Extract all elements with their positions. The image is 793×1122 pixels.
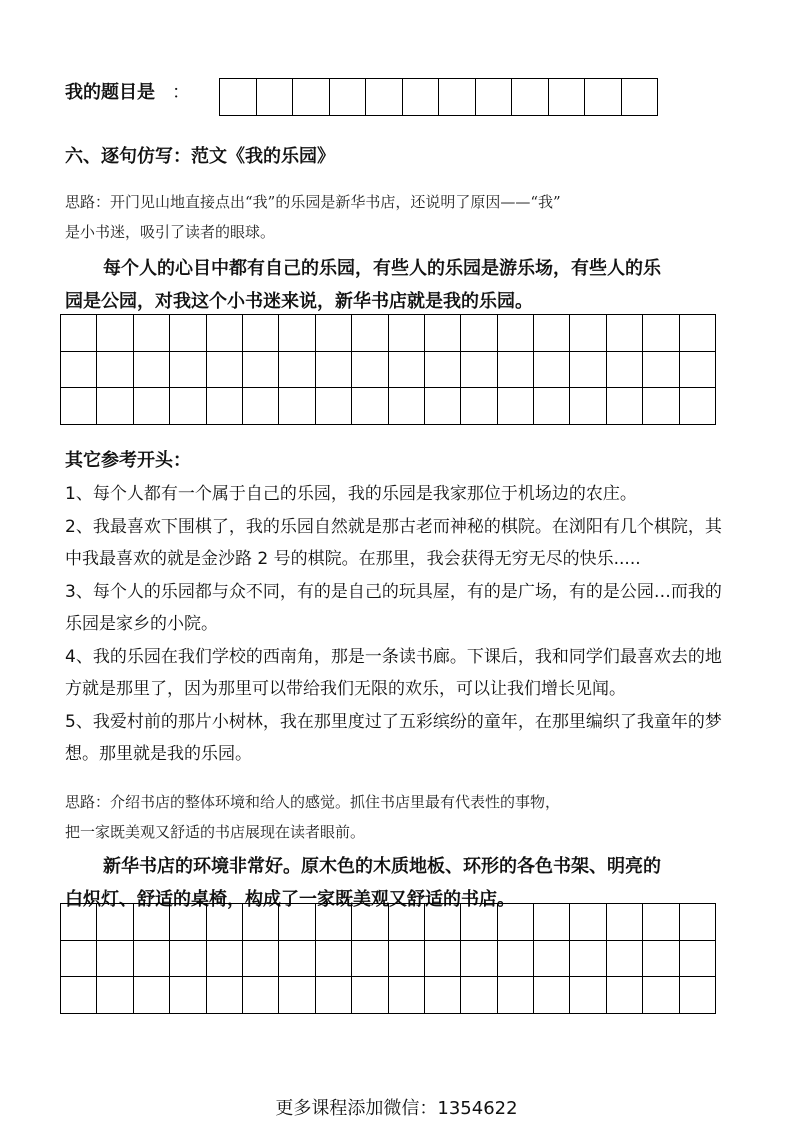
grid-cell[interactable] xyxy=(570,941,606,978)
grid-cell[interactable] xyxy=(316,388,352,425)
grid-cell[interactable] xyxy=(680,941,716,978)
grid-cell[interactable] xyxy=(170,941,206,978)
title-box[interactable] xyxy=(257,79,294,116)
grid-cell[interactable] xyxy=(61,352,97,389)
grid-cell[interactable] xyxy=(207,352,243,389)
grid-cell[interactable] xyxy=(97,977,133,1014)
grid-cell[interactable] xyxy=(134,904,170,941)
thinking-note-1-line2: 是小书迷，吸引了读者的眼球。 xyxy=(65,223,276,241)
grid-cell[interactable] xyxy=(352,904,388,941)
title-box[interactable] xyxy=(622,79,659,116)
grid-cell[interactable] xyxy=(643,315,679,352)
grid-cell[interactable] xyxy=(170,352,206,389)
other-openings-heading: 其它参考开头： xyxy=(65,450,191,471)
grid-cell[interactable] xyxy=(170,315,206,352)
model-sentence-2-line1: 新华书店的环境非常好。原木色的木质地板、环形的各色书架、明亮的 xyxy=(103,856,661,877)
grid-cell[interactable] xyxy=(243,388,279,425)
thinking-note-1-line1: 思路：开门见山地直接点出“我”的乐园是新华书店，还说明了原因——“我” xyxy=(65,193,561,211)
grid-cell[interactable] xyxy=(243,315,279,352)
grid-cell[interactable] xyxy=(570,388,606,425)
grid-cell[interactable] xyxy=(389,941,425,978)
grid-cell[interactable] xyxy=(134,315,170,352)
grid-cell[interactable] xyxy=(279,977,315,1014)
grid-cell[interactable] xyxy=(61,904,97,941)
thinking-note-2-line2: 把一家既美观又舒适的书店展现在读者眼前。 xyxy=(65,823,366,841)
grid-cell[interactable] xyxy=(498,352,534,389)
grid-cell[interactable] xyxy=(97,352,133,389)
grid-cell[interactable] xyxy=(243,941,279,978)
grid-cell[interactable] xyxy=(680,388,716,425)
grid-cell[interactable] xyxy=(207,941,243,978)
grid-cell[interactable] xyxy=(279,904,315,941)
grid-cell[interactable] xyxy=(316,352,352,389)
grid-cell[interactable] xyxy=(207,977,243,1014)
grid-cell[interactable] xyxy=(498,977,534,1014)
grid-cell[interactable] xyxy=(389,388,425,425)
grid-cell[interactable] xyxy=(279,941,315,978)
grid-cell[interactable] xyxy=(389,352,425,389)
grid-cell[interactable] xyxy=(316,977,352,1014)
grid-cell[interactable] xyxy=(243,352,279,389)
grid-cell[interactable] xyxy=(498,941,534,978)
grid-cell[interactable] xyxy=(97,904,133,941)
grid-cell[interactable] xyxy=(61,315,97,352)
grid-cell[interactable] xyxy=(534,352,570,389)
grid-cell[interactable] xyxy=(680,315,716,352)
grid-cell[interactable] xyxy=(607,315,643,352)
grid-cell[interactable] xyxy=(243,904,279,941)
grid-cell[interactable] xyxy=(170,904,206,941)
grid-cell[interactable] xyxy=(243,977,279,1014)
opening-item: 2、我最喜欢下围棋了，我的乐园自然就是那古老而神秘的棋院。在浏阳有几个棋院，其中我最喜欢的就是金沙路 2 号的棋院。在那里，我会获得无穷无尽的快乐..... xyxy=(65,516,722,569)
grid-cell[interactable] xyxy=(316,315,352,352)
opening-item: 4、我的乐园在我们学校的西南角，那是一条读书廊。下课后，我和同学们最喜欢去的地方就是那里了，因为那里可以带给我们无限的欢乐，可以让我们增长见闻。 xyxy=(65,646,722,699)
grid-cell[interactable] xyxy=(643,941,679,978)
grid-cell[interactable] xyxy=(97,388,133,425)
grid-cell[interactable] xyxy=(680,352,716,389)
title-box[interactable] xyxy=(549,79,586,116)
grid-cell[interactable] xyxy=(607,904,643,941)
grid-cell[interactable] xyxy=(425,315,461,352)
model-sentence-1-line2: 园是公园，对我这个小书迷来说，新华书店就是我的乐园。 xyxy=(65,291,533,312)
grid-cell[interactable] xyxy=(534,904,570,941)
grid-cell[interactable] xyxy=(207,388,243,425)
grid-cell[interactable] xyxy=(534,315,570,352)
writing-grid-1[interactable] xyxy=(60,314,716,425)
title-prompt-colon: ： xyxy=(172,82,190,103)
grid-cell[interactable] xyxy=(352,977,388,1014)
grid-cell[interactable] xyxy=(570,977,606,1014)
grid-cell[interactable] xyxy=(134,388,170,425)
grid-cell[interactable] xyxy=(170,388,206,425)
grid-cell[interactable] xyxy=(279,388,315,425)
other-openings-list xyxy=(65,478,730,771)
title-box[interactable] xyxy=(366,79,403,116)
title-box[interactable] xyxy=(330,79,367,116)
title-box[interactable] xyxy=(476,79,513,116)
grid-cell[interactable] xyxy=(207,315,243,352)
grid-cell[interactable] xyxy=(279,315,315,352)
title-box[interactable] xyxy=(585,79,622,116)
title-box[interactable] xyxy=(512,79,549,116)
grid-cell[interactable] xyxy=(498,315,534,352)
thinking-note-2 xyxy=(65,787,730,847)
grid-cell[interactable] xyxy=(643,388,679,425)
model-sentence-1 xyxy=(65,252,730,318)
model-sentence-1-line1: 每个人的心目中都有自己的乐园，有些人的乐园是游乐场，有些人的乐 xyxy=(103,258,661,279)
grid-cell[interactable] xyxy=(680,977,716,1014)
grid-cell[interactable] xyxy=(498,904,534,941)
grid-cell[interactable] xyxy=(352,388,388,425)
grid-cell[interactable] xyxy=(389,977,425,1014)
grid-cell[interactable] xyxy=(134,977,170,1014)
opening-item: 5、我爱村前的那片小树林，我在那里度过了五彩缤纷的童年，在那里编织了我童年的梦想。那里就是我的乐园。 xyxy=(65,711,722,764)
grid-cell[interactable] xyxy=(643,977,679,1014)
grid-cell[interactable] xyxy=(389,315,425,352)
writing-grid-2[interactable] xyxy=(60,903,716,1014)
grid-cell[interactable] xyxy=(643,904,679,941)
title-box[interactable] xyxy=(439,79,476,116)
title-writing-boxes[interactable] xyxy=(219,78,658,116)
grid-cell[interactable] xyxy=(425,941,461,978)
grid-cell[interactable] xyxy=(97,941,133,978)
grid-cell[interactable] xyxy=(607,352,643,389)
grid-cell[interactable] xyxy=(97,315,133,352)
grid-cell[interactable] xyxy=(570,904,606,941)
grid-cell[interactable] xyxy=(461,352,497,389)
grid-cell[interactable] xyxy=(570,315,606,352)
grid-cell[interactable] xyxy=(461,315,497,352)
grid-cell[interactable] xyxy=(61,977,97,1014)
thinking-note-1 xyxy=(65,187,730,247)
grid-cell[interactable] xyxy=(279,352,315,389)
grid-cell[interactable] xyxy=(461,977,497,1014)
title-box[interactable] xyxy=(220,79,257,116)
grid-cell[interactable] xyxy=(134,352,170,389)
grid-cell[interactable] xyxy=(389,904,425,941)
grid-cell[interactable] xyxy=(61,941,97,978)
grid-cell[interactable] xyxy=(316,941,352,978)
grid-cell[interactable] xyxy=(570,352,606,389)
grid-cell[interactable] xyxy=(607,388,643,425)
title-box[interactable] xyxy=(403,79,440,116)
grid-cell[interactable] xyxy=(461,941,497,978)
footer-contact: 更多课程添加微信：1354622 xyxy=(275,1098,518,1119)
model-sentence-2-line2: 白炽灯、舒适的桌椅，构成了一家既美观又舒适的书店。 xyxy=(65,889,515,910)
opening-item: 3、每个人的乐园都与众不同，有的是自己的玩具屋，有的是广场，有的是公园…而我的乐园是家乡的小院。 xyxy=(65,581,722,634)
grid-cell[interactable] xyxy=(680,904,716,941)
thinking-note-2-line1: 思路：介绍书店的整体环境和给人的感觉。抓住书店里最有代表性的事物， xyxy=(65,793,561,811)
grid-cell[interactable] xyxy=(134,941,170,978)
grid-cell[interactable] xyxy=(607,941,643,978)
grid-cell[interactable] xyxy=(461,388,497,425)
grid-cell[interactable] xyxy=(607,977,643,1014)
grid-cell[interactable] xyxy=(498,388,534,425)
grid-cell[interactable] xyxy=(534,388,570,425)
section-heading: 六、逐句仿写：范文《我的乐园》 xyxy=(65,146,335,167)
title-box[interactable] xyxy=(293,79,330,116)
title-prompt-label: 我的题目是 xyxy=(65,82,155,103)
grid-cell[interactable] xyxy=(534,977,570,1014)
grid-cell[interactable] xyxy=(425,977,461,1014)
grid-cell[interactable] xyxy=(425,352,461,389)
grid-cell[interactable] xyxy=(461,904,497,941)
grid-cell[interactable] xyxy=(352,315,388,352)
grid-cell[interactable] xyxy=(170,977,206,1014)
grid-cell[interactable] xyxy=(425,904,461,941)
grid-cell[interactable] xyxy=(352,352,388,389)
grid-cell[interactable] xyxy=(643,352,679,389)
grid-cell[interactable] xyxy=(316,904,352,941)
grid-cell[interactable] xyxy=(352,941,388,978)
grid-cell[interactable] xyxy=(534,941,570,978)
grid-cell[interactable] xyxy=(61,388,97,425)
grid-cell[interactable] xyxy=(207,904,243,941)
opening-item: 1、每个人都有一个属于自己的乐园，我的乐园是我家那位于机场边的农庄。 xyxy=(65,484,637,504)
grid-cell[interactable] xyxy=(425,388,461,425)
